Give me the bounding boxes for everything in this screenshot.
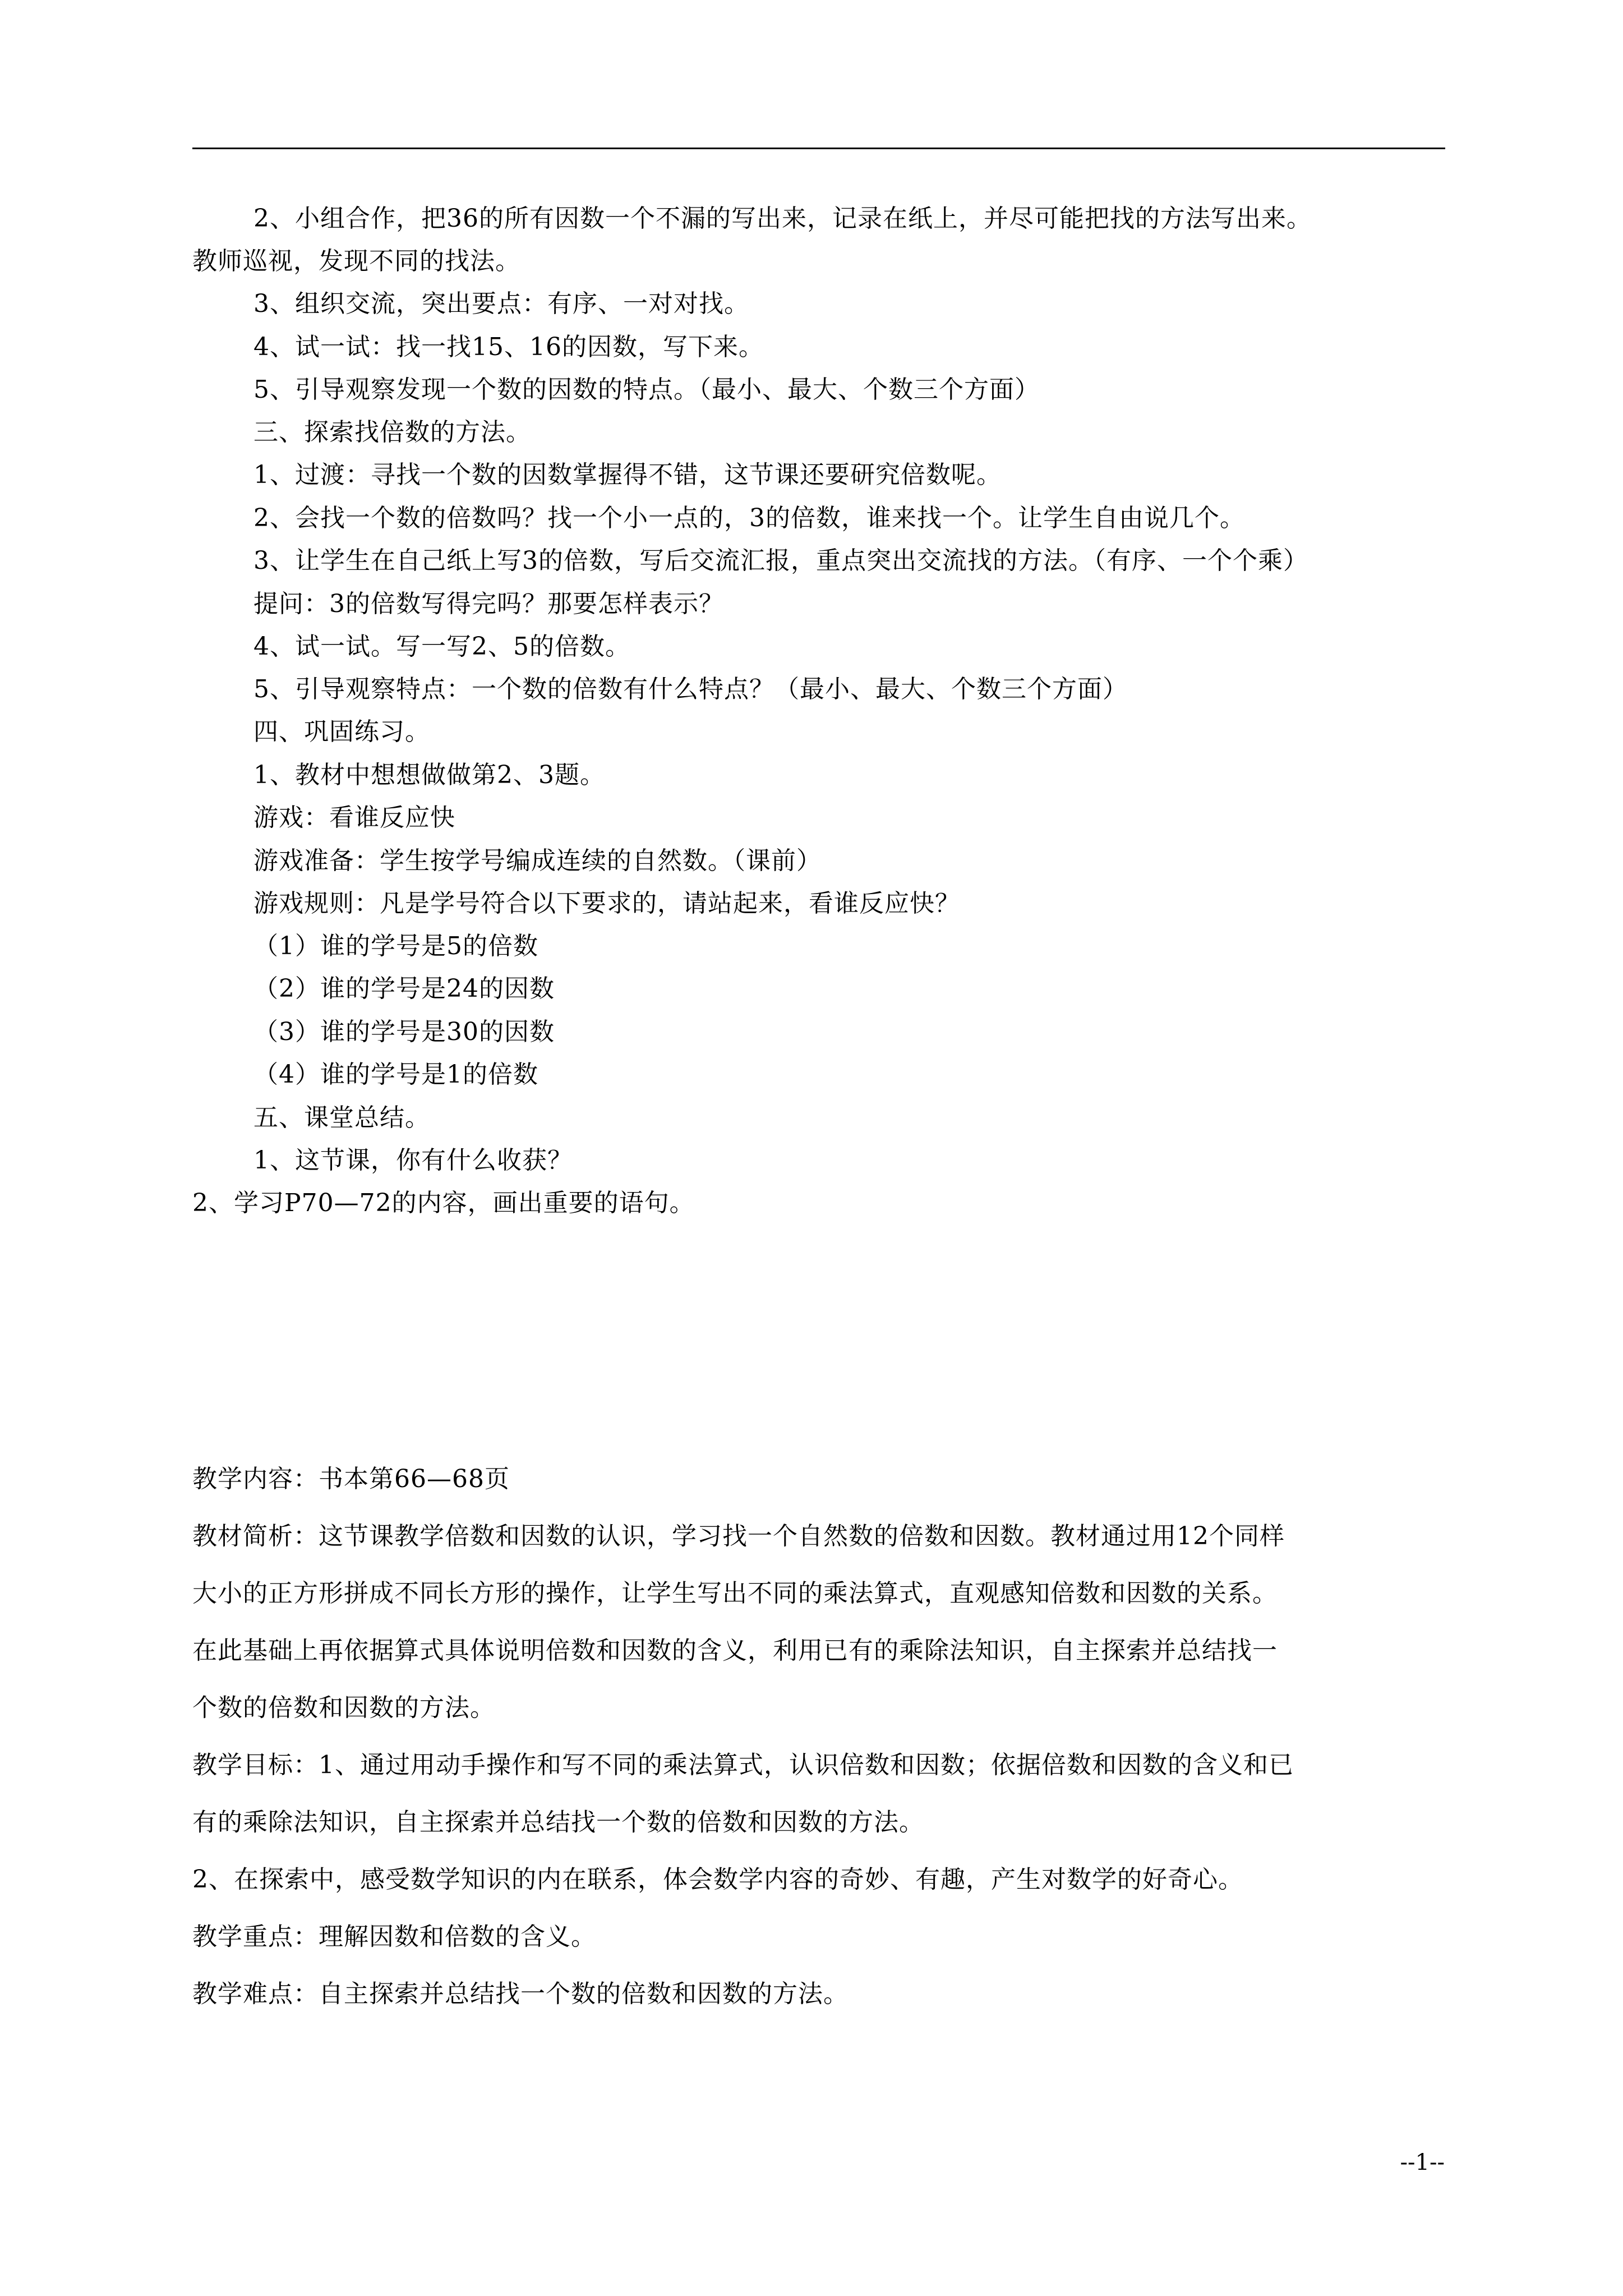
text-line: （2）谁的学号是24的因数 bbox=[253, 974, 555, 1003]
text-line: 2、在探索中，感受数学知识的内在联系，体会数学内容的奇妙、有趣，产生对数学的好奇心。 bbox=[192, 1865, 1243, 1894]
text-line: 4、试一试。写一写2、5的倍数。 bbox=[253, 632, 630, 661]
page-number: --1-- bbox=[1400, 2150, 1445, 2175]
text-line: 5、引导观察特点：一个数的倍数有什么特点？（最小、最大、个数三个方面） bbox=[253, 675, 1128, 703]
text-line: 3、让学生在自己纸上写3的倍数，写后交流汇报，重点突出交流找的方法。（有序、一个个乘） bbox=[253, 546, 1308, 575]
text-line: 在此基础上再依据算式具体说明倍数和因数的含义，利用已有的乘除法知识，自主探索并总结找一 bbox=[192, 1636, 1278, 1665]
text-line: 1、过渡：寻找一个数的因数掌握得不错，这节课还要研究倍数呢。 bbox=[253, 461, 1002, 489]
text-line: 教学目标：1、通过用动手操作和写不同的乘法算式，认识倍数和因数；依据倍数和因数的含义和已 bbox=[192, 1751, 1294, 1779]
text-line: 5、引导观察发现一个数的因数的特点。（最小、最大、个数三个方面） bbox=[253, 375, 1040, 404]
text-line: 教师巡视，发现不同的找法。 bbox=[192, 247, 520, 275]
text-line: 1、这节课，你有什么收获？ bbox=[253, 1146, 573, 1175]
text-line: 三、探索找倍数的方法。 bbox=[253, 418, 531, 447]
text-line: 五、课堂总结。 bbox=[253, 1103, 430, 1132]
text-line: 个数的倍数和因数的方法。 bbox=[192, 1694, 495, 1722]
text-line: 教学难点：自主探索并总结找一个数的倍数和因数的方法。 bbox=[192, 1980, 849, 2008]
text-line: 1、教材中想想做做第2、3题。 bbox=[253, 761, 605, 789]
text-line: 提问：3的倍数写得完吗？那要怎样表示？ bbox=[253, 590, 724, 618]
text-line: 2、小组合作，把36的所有因数一个不漏的写出来，记录在纸上，并尽可能把找的方法写出来。 bbox=[253, 204, 1312, 233]
text-line: （1）谁的学号是5的倍数 bbox=[253, 932, 538, 960]
text-line: 2、会找一个数的倍数吗？找一个小一点的，3的倍数，谁来找一个。让学生自由说几个。 bbox=[253, 504, 1245, 532]
header-rule bbox=[192, 148, 1445, 149]
text-line: 4、试一试：找一找15、16的因数，写下来。 bbox=[253, 333, 764, 361]
text-line: 游戏准备：学生按学号编成连续的自然数。（课前） bbox=[253, 846, 822, 875]
text-line: 2、学习P70—72的内容，画出重要的语句。 bbox=[192, 1189, 695, 1217]
text-line: 四、巩固练习。 bbox=[253, 717, 430, 746]
text-line: （3）谁的学号是30的因数 bbox=[253, 1018, 555, 1046]
text-line: 教学重点：理解因数和倍数的含义。 bbox=[192, 1922, 596, 1951]
text-line: 3、组织交流，突出要点：有序、一对对找。 bbox=[253, 289, 749, 318]
text-line: 游戏规则：凡是学号符合以下要求的，请站起来，看谁反应快？ bbox=[253, 889, 960, 918]
text-line: 大小的正方形拼成不同长方形的操作，让学生写出不同的乘法算式，直观感知倍数和因数的关系。 bbox=[192, 1579, 1278, 1608]
text-line: 教学内容：书本第66—68页 bbox=[192, 1465, 510, 1493]
text-line: 有的乘除法知识，自主探索并总结找一个数的倍数和因数的方法。 bbox=[192, 1808, 924, 1837]
text-line: 教材简析：这节课教学倍数和因数的认识，学习找一个自然数的倍数和因数。教材通过用12个同样 bbox=[192, 1522, 1285, 1550]
text-line: 游戏：看谁反应快 bbox=[253, 803, 455, 832]
text-line: （4）谁的学号是1的倍数 bbox=[253, 1060, 538, 1089]
